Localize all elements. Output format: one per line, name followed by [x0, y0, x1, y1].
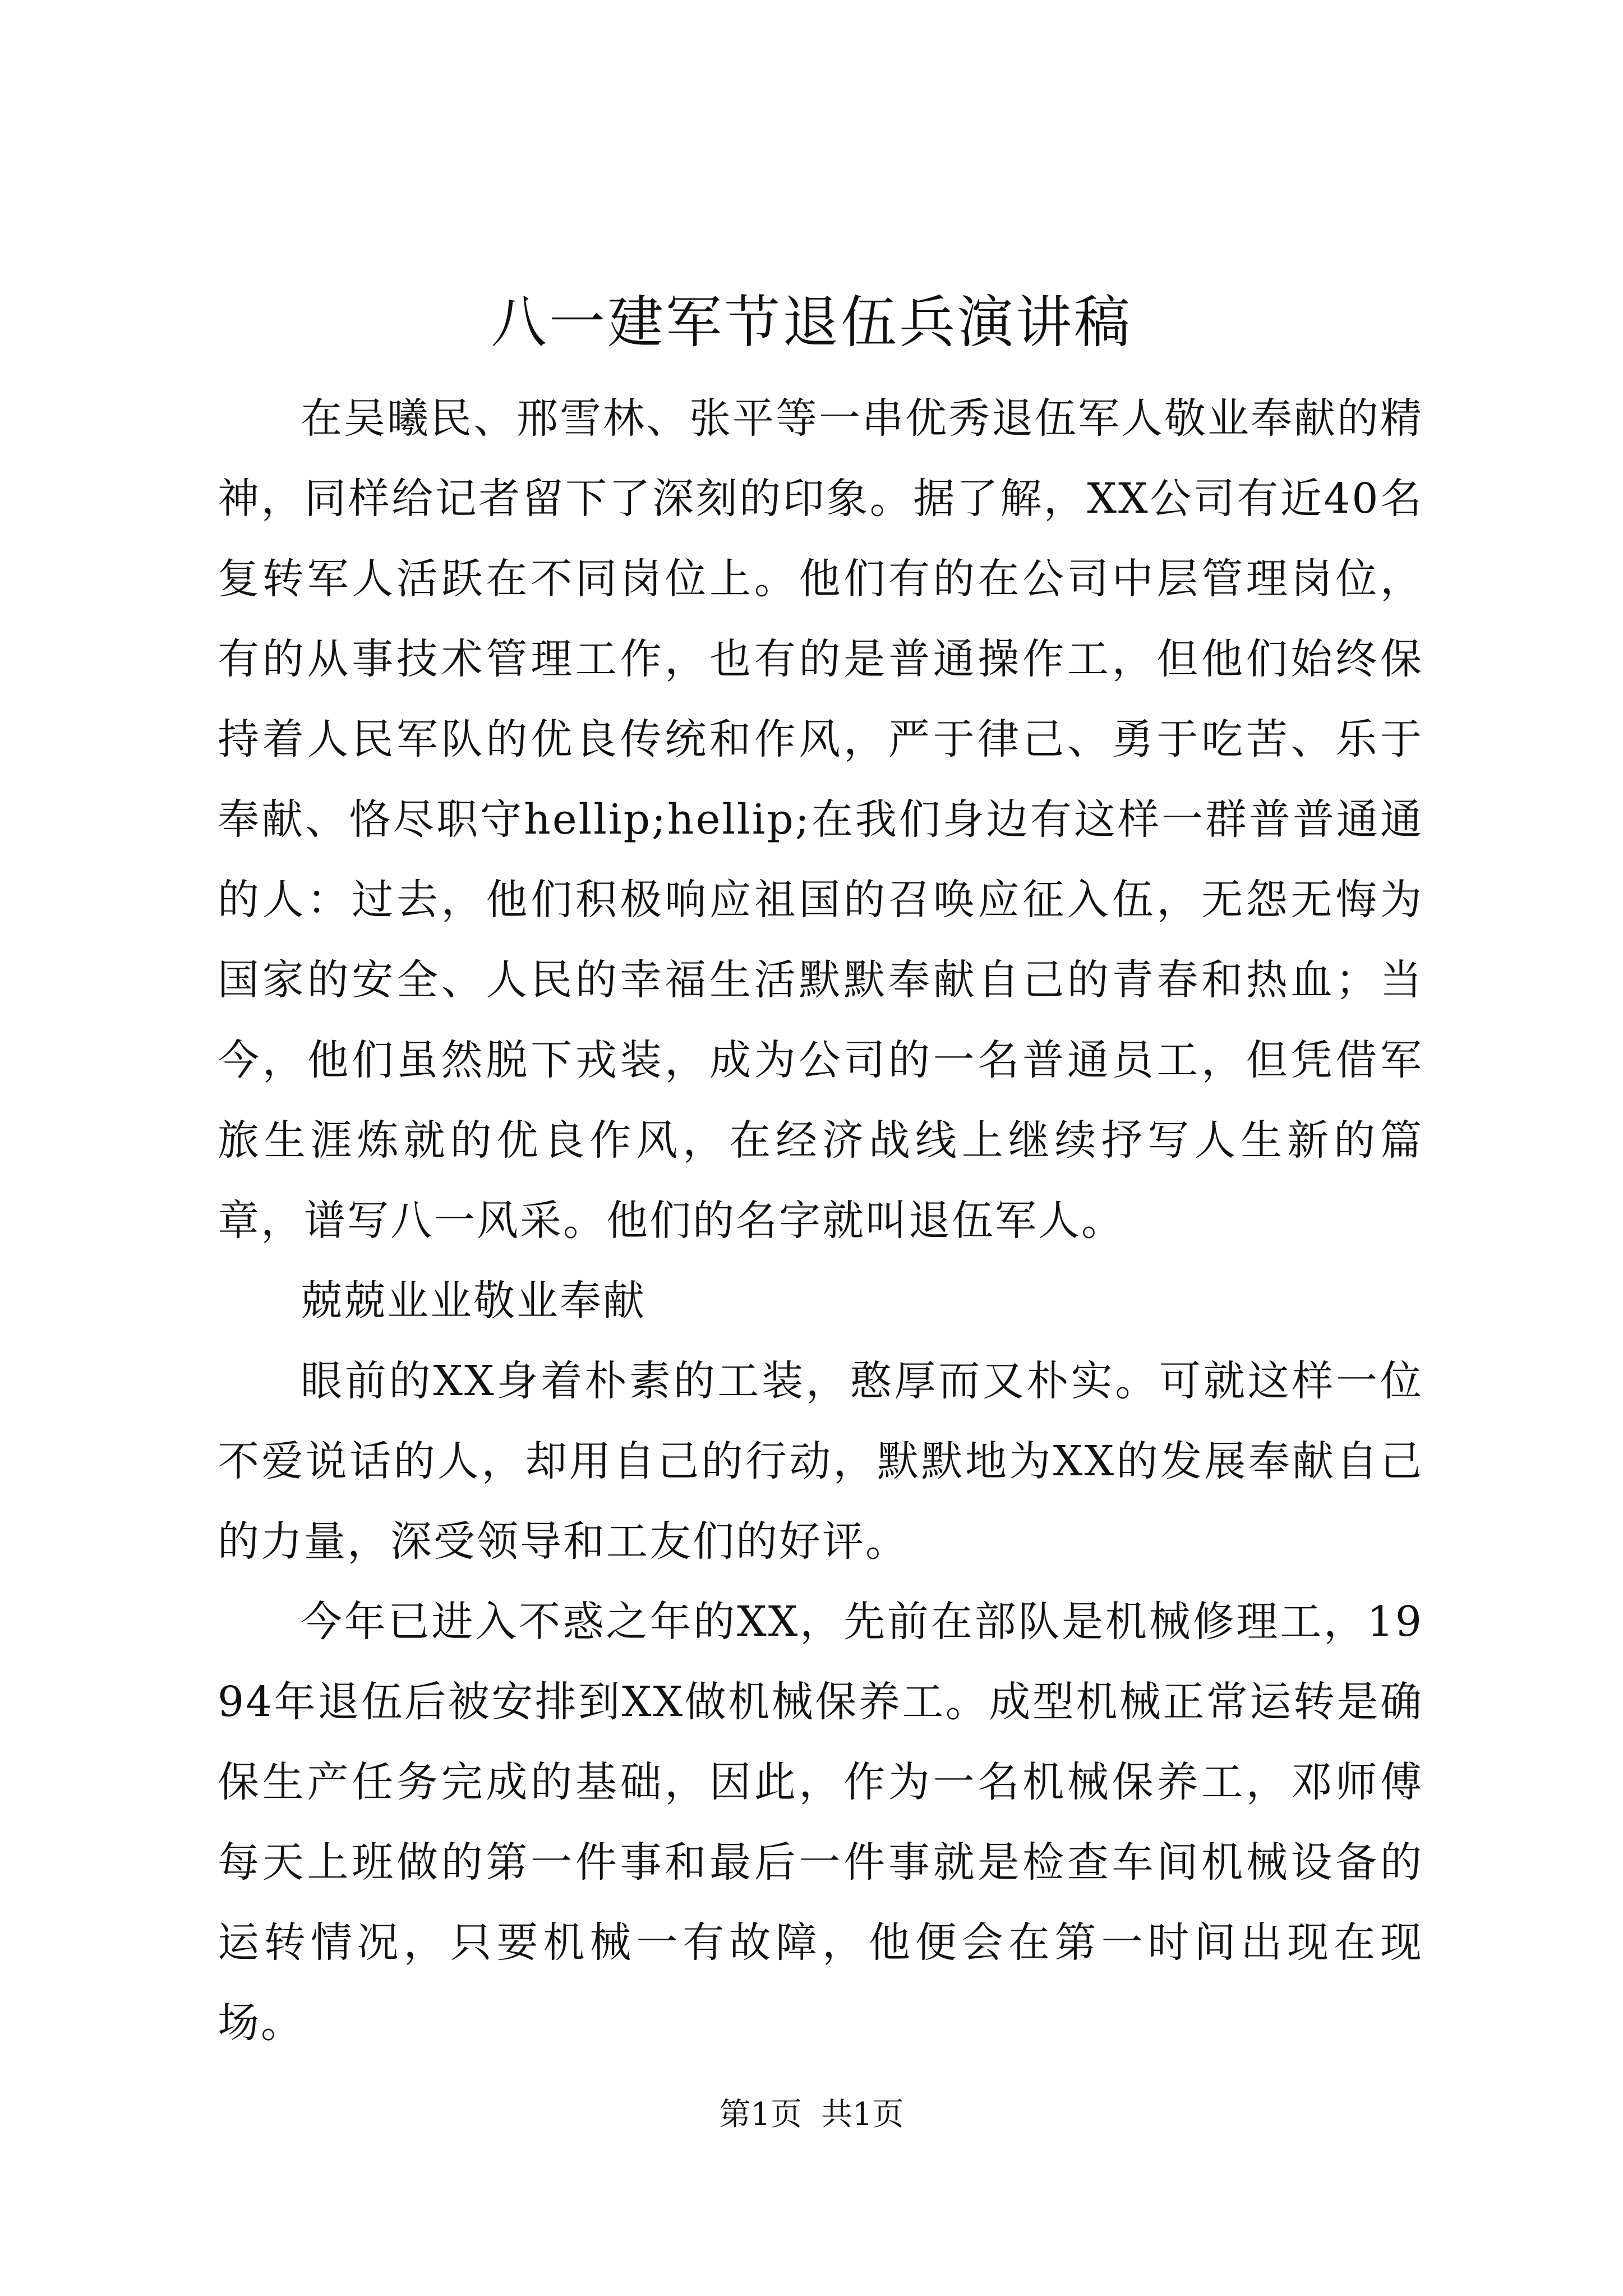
document-body	[218, 379, 1423, 2063]
document-title: 八一建军节退伍兵演讲稿	[491, 289, 1132, 355]
paragraph-work: 今年已进入不惑之年的XX，先前在部队是机械修理工，1994年退伍后被安排到XX做机械保养工。成型机械正常运转是确保生产任务完成的基础，因此，作为一名机械保养工，邓师傅每天上班做的第一件事和最后一件事就是检查车间机械设备的运转情况，只要机械一有故障，他便会在第一时间出现在现场。	[218, 1598, 1423, 2047]
page-footer	[0, 2092, 1623, 2137]
paragraph-intro: 在吴曦民、邢雪林、张平等一串优秀退伍军人敬业奉献的精神，同样给记者留下了深刻的印象。据了解，XX公司有近40名复转军人活跃在不同岗位上。他们有的在公司中层管理岗位，有的从事技术管理工作，也有的是普通操作工，但他们始终保持着人民军队的优良传统和作风，严于律己、勇于吃苦、乐于奉献、恪尽职守hellip;hellip;在我们身边有这样一群普普通通的人：过去，他们积极响应祖国的召唤应征入伍，无怨无悔为国家的安全、人民的幸福生活默默奉献自己的青春和热血；当今，他们虽然脱下戎装，成为公司的一名普通员工，但凭借军旅生涯炼就的优良作风，在经济战线上继续抒写人生新的篇章，谱写八一风采。他们的名字就叫退伍军人。	[218, 394, 1423, 1245]
section-heading: 兢兢业业敬业奉献	[301, 1277, 646, 1325]
page-total: 共1页	[821, 2096, 904, 2133]
page-number: 第1页	[719, 2096, 802, 2133]
paragraph-profile: 眼前的XX身着朴素的工装，憨厚而又朴实。可就这样一位不爱说话的人，却用自己的行动，默默地为XX的发展奉献自己的力量，深受领导和工友们的好评。	[218, 1357, 1423, 1566]
